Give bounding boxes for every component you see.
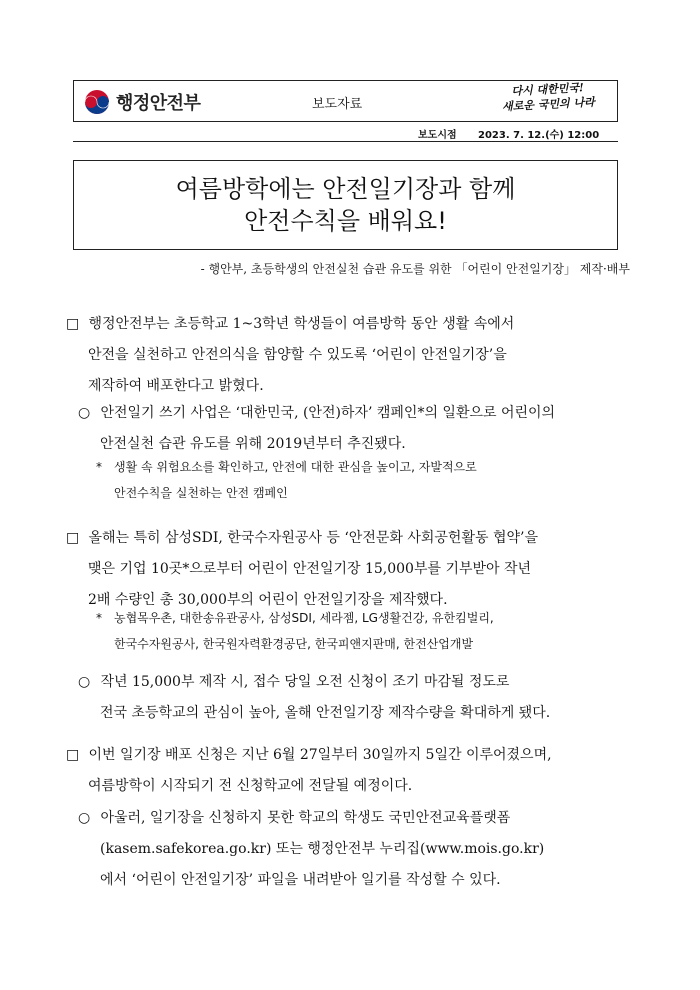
note-line: 농협목우촌, 대한송유관공사, 삼성SDI, 세라젬, LG생활건강, 유한킴벌리, xyxy=(114,611,494,625)
paragraph-2 xyxy=(78,398,555,460)
paragraph-line: 안전을 실천하고 안전의식을 함양할 수 있도록 ‘어린이 안전일기장’을 xyxy=(88,347,507,363)
paragraph-line: 올해는 특히 삼성SDI, 한국수자원공사 등 ‘안전문화 사회공헌활동 협약’을 xyxy=(88,530,538,546)
paragraph-5 xyxy=(66,740,552,802)
square-bullet: □ xyxy=(66,747,80,763)
ministry-name: 행정안전부 xyxy=(116,93,201,114)
paragraph-line: 안전실천 습관 유도를 위해 2019년부터 추진됐다. xyxy=(100,436,406,452)
paragraph-4 xyxy=(78,667,550,729)
paragraph-line: 전국 초등학교의 관심이 높아, 올해 안전일기장 제작수량을 확대하게 됐다. xyxy=(100,705,551,721)
paragraph-line: 에서 ‘어린이 안전일기장’ 파일을 내려받아 일기를 작성할 수 있다. xyxy=(100,872,501,888)
paragraph-3 xyxy=(66,523,538,616)
note-line: 안전수칙을 실천하는 안전 캠페인 xyxy=(114,486,288,500)
paragraph-line: 2배 수량인 총 30,000부의 어린이 안전일기장을 제작했다. xyxy=(88,592,448,608)
doc-type: 보도자료 xyxy=(312,97,363,112)
slogan-line-1: 다시 대한민국! xyxy=(511,81,585,98)
asterisk-bullet: * xyxy=(96,460,102,474)
slogan-line-2: 새로운 국민의 나라 xyxy=(501,95,595,114)
paragraph-6 xyxy=(78,803,544,896)
title-line-1: 여름방학에는 안전일기장과 함께 xyxy=(175,175,516,203)
note-line: 생활 속 위험요소를 확인하고, 안전에 대한 관심을 높이고, 자발적으로 xyxy=(114,460,477,474)
ministry-logo xyxy=(84,87,200,117)
title-line-2: 안전수칙을 배워요! xyxy=(244,207,447,235)
paragraph-line: 작년 15,000부 제작 시, 접수 당일 오전 신청이 조기 마감될 정도로 xyxy=(100,674,510,690)
slogan xyxy=(492,79,603,115)
release-label: 보도시점 xyxy=(418,130,457,141)
circle-bullet: ○ xyxy=(78,674,91,690)
square-bullet: □ xyxy=(66,316,80,332)
paragraph-line: 행정안전부는 초등학교 1~3학년 학생들이 여름방학 동안 생활 속에서 xyxy=(88,316,515,332)
release-time-row xyxy=(73,126,618,142)
note-line: 한국수자원공사, 한국원자력환경공단, 한국피앤지판매, 한전산업개발 xyxy=(114,637,474,651)
paragraph-line: 제작하여 배포한다고 밝혔다. xyxy=(88,378,264,394)
paragraph-line: 맺은 기업 10곳*으로부터 어린이 안전일기장 15,000부를 기부받아 작년 xyxy=(88,561,532,577)
release-date: 2023. 7. 12.(수) 12:00 xyxy=(478,130,600,141)
paragraph-1 xyxy=(66,309,514,402)
paragraph-line: (kasem.safekorea.go.kr) 또는 행정안전부 누리집(www.mois.go.kr) xyxy=(100,841,545,857)
taegeuk-emblem-icon xyxy=(84,89,110,115)
paragraph-line: 아울러, 일기장을 신청하지 못한 학교의 학생도 국민안전교육플랫폼 xyxy=(100,810,511,826)
note-2 xyxy=(96,605,494,657)
asterisk-bullet: * xyxy=(96,611,102,625)
paragraph-line: 안전일기 쓰기 사업은 ‘대한민국, (안전)하자’ 캠페인*의 일환으로 어린이의 xyxy=(100,405,556,421)
paragraph-line: 이번 일기장 배포 신청은 지난 6월 27일부터 30일까지 5일간 이루어졌으며, xyxy=(88,747,552,763)
square-bullet: □ xyxy=(66,530,80,546)
paragraph-line: 여름방학이 시작되기 전 신청학교에 전달될 예정이다. xyxy=(88,778,413,794)
title-box xyxy=(73,160,618,250)
subtitle: - 행안부, 초등학생의 안전실천 습관 유도를 위한 「어린이 안전일기장」 제작·배부 xyxy=(200,262,630,276)
header-box xyxy=(73,80,618,122)
circle-bullet: ○ xyxy=(78,810,91,826)
circle-bullet: ○ xyxy=(78,405,91,421)
note-1 xyxy=(96,454,477,506)
